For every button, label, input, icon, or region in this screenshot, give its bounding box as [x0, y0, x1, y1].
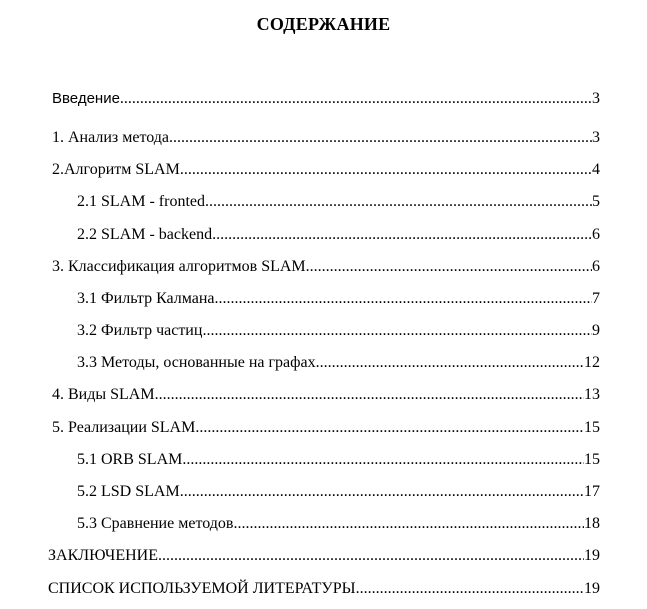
dot-leader: [158, 546, 584, 566]
toc-entry-label: 4. Виды SLAM: [52, 386, 155, 403]
toc-entry-orb-slam[interactable]: [77, 450, 600, 470]
toc-entry-page: 5: [592, 193, 600, 210]
toc-entry-page: 18: [584, 515, 600, 532]
toc-entry-label: 5.3 Сравнение методов: [77, 515, 234, 532]
toc-entry-label: 2.2 SLAM - backend: [77, 226, 213, 243]
toc-entry-label: 5.2 LSD SLAM: [77, 483, 180, 500]
dot-leader: [120, 89, 592, 109]
toc-entry-kalman-filter[interactable]: [77, 289, 600, 309]
dot-leader: [205, 192, 592, 212]
toc-entry-references[interactable]: [48, 579, 600, 599]
toc-entry-page: 19: [584, 580, 600, 597]
dot-leader: [182, 450, 584, 470]
toc-entry-label: 3. Классификация алгоритмов SLAM: [52, 258, 306, 275]
toc-entry-page: 9: [592, 322, 600, 339]
toc-entry-page: 3: [592, 129, 600, 146]
toc-entry-page: 19: [584, 547, 600, 564]
dot-leader: [233, 514, 584, 534]
toc-entry-label: Введение: [52, 90, 120, 107]
toc-entry-slam-frontend[interactable]: [77, 192, 600, 212]
toc-entry-label: 3.3 Методы, основанные на графах: [77, 354, 316, 371]
toc-entry-page: 3: [592, 90, 600, 107]
toc-entry-label: 2.1 SLAM - fronted: [77, 193, 205, 210]
toc-entry-methods-comparison[interactable]: [77, 514, 600, 534]
toc-entry-slam-backend[interactable]: [77, 225, 600, 245]
dot-leader: [180, 482, 584, 502]
toc-entry-page: 6: [592, 258, 600, 275]
toc-entry-classification[interactable]: [52, 257, 600, 277]
dot-leader: [215, 289, 592, 309]
toc-entry-analysis[interactable]: [52, 128, 600, 148]
toc-entry-particle-filter[interactable]: [77, 321, 600, 341]
dot-leader: [202, 321, 592, 341]
toc-entry-page: 6: [592, 226, 600, 243]
toc-entry-label: ЗАКЛЮЧЕНИЕ: [48, 547, 158, 564]
toc-entry-slam-types[interactable]: [52, 385, 600, 405]
page-title: СОДЕРЖАНИЕ: [256, 14, 391, 34]
dot-leader: [180, 160, 592, 180]
toc-entry-label: 5.1 ORB SLAM: [77, 451, 183, 468]
toc-entry-page: 4: [592, 161, 600, 178]
dot-leader: [169, 128, 592, 148]
toc-entry-label: 5. Реализации SLAM: [52, 419, 196, 436]
toc-entry-label: СПИСОК ИСПОЛЬЗУЕМОЙ ЛИТЕРАТУРЫ: [48, 580, 356, 597]
dot-leader: [155, 385, 584, 405]
dot-leader: [212, 225, 592, 245]
toc-entry-conclusion[interactable]: [48, 546, 600, 566]
dot-leader: [316, 353, 584, 373]
toc-entry-slam-algorithm[interactable]: [52, 160, 600, 180]
toc-entry-graph-methods[interactable]: [77, 353, 600, 373]
dot-leader: [356, 579, 584, 599]
toc-entry-introduction[interactable]: [52, 89, 600, 109]
toc-entry-label: 3.2 Фильтр частиц: [77, 322, 203, 339]
toc-entry-label: 2.Алгоритм SLAM: [52, 161, 180, 178]
toc-entry-page: 15: [584, 451, 600, 468]
toc-entry-page: 15: [584, 419, 600, 436]
toc-entry-label: 3.1 Фильтр Калмана: [77, 290, 215, 307]
dot-leader: [195, 418, 584, 438]
toc-entry-page: 17: [584, 483, 600, 500]
toc-entry-page: 13: [584, 386, 600, 403]
dot-leader: [306, 257, 592, 277]
toc-entry-page: 7: [592, 290, 600, 307]
toc-entry-lsd-slam[interactable]: [77, 482, 600, 502]
toc-entry-page: 12: [584, 354, 600, 371]
toc-entry-slam-implementations[interactable]: [52, 418, 600, 438]
toc-entry-label: 1. Анализ метода: [52, 129, 170, 146]
